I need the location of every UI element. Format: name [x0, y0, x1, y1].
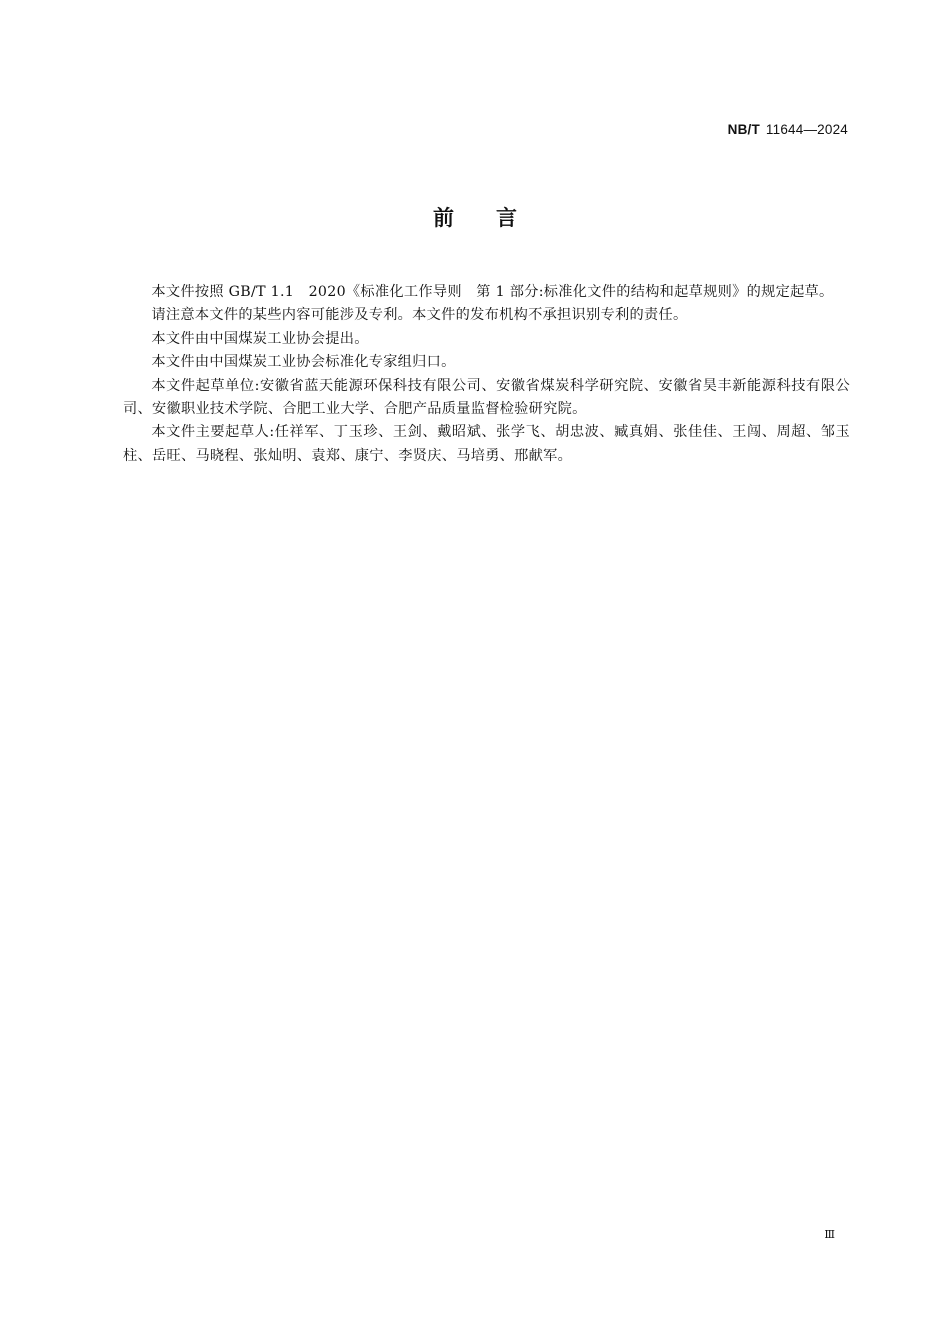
foreword-body [123, 281, 850, 468]
paragraph-drafting-units: 本文件起草单位:安徽省蓝天能源环保科技有限公司、安徽省煤炭科学研究院、安徽省昊丰新能源科技有限公司、安徽职业技术学院、合肥工业大学、合肥产品质量监督检验研究院。 [123, 377, 850, 418]
document-code-prefix: NB/T [727, 122, 760, 137]
paragraph-drafters: 本文件主要起草人:任祥军、丁玉珍、王剑、戴昭斌、张学飞、胡忠波、臧真娟、张佳佳、王闯、周超、邹玉柱、岳旺、马晓程、张灿明、袁郑、康宁、李贤庆、马培勇、邢献军。 [123, 424, 850, 464]
paragraph-proposed-by: 本文件由中国煤炭工业协会提出。 [151, 330, 369, 347]
page-title: 前言 [433, 206, 559, 230]
paragraph-under-jurisdiction: 本文件由中国煤炭工业协会标准化专家组归口。 [151, 354, 456, 371]
document-code-number: 11644—2024 [765, 122, 848, 137]
paragraph-patent-notice: 请注意本文件的某些内容可能涉及专利。本文件的发布机构不承担识别专利的责任。 [151, 307, 688, 324]
document-code [728, 122, 848, 137]
paragraph-drafting-rules: 本文件按照 GB/T 1.1 2020《标准化工作导则 第 1 部分:标准化文件的结构和起草规则》的规定起草。 [151, 284, 834, 300]
page-number: Ⅲ [824, 1228, 834, 1241]
